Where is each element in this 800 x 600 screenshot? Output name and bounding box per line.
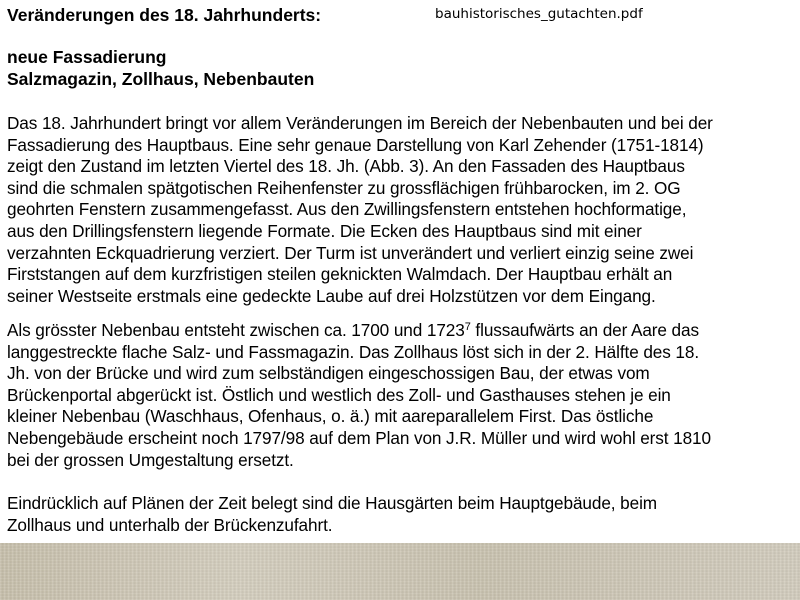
paragraph-line: Brückenportal abgerückt ist. Östlich und westlich des Zoll- und Gasthauses stehen je ein — [7, 384, 671, 405]
subheading-fassadierung: neue Fassadierung — [7, 47, 167, 67]
paragraph-line: geohrten Fenstern zusammengefasst. Aus den Zwillingsfenstern entstehen hochformatige, — [7, 199, 687, 220]
paragraph-line: Das 18. Jahrhundert bringt vor allem Veränderungen im Bereich der Nebenbauten und bei der — [7, 113, 713, 133]
paragraph-line — [7, 320, 797, 342]
paragraph-line: sind die schmalen spätgotischen Reihenfenster zu grossflächigen frühbarocken, im 2. OG — [7, 177, 681, 198]
paragraph-line: seiner Westseite erstmals eine gedeckte Laube auf drei Holzstützen vor dem Eingang. — [7, 285, 656, 306]
paragraph-3 — [7, 493, 797, 536]
paragraph-line: Zollhaus und unterhalb der Brückenzufahrt. — [7, 514, 333, 535]
paragraph-line: bei der grossen Umgestaltung ersetzt. — [7, 449, 294, 470]
paragraph-line: Fassadierung des Hauptbaus. Eine sehr genaue Darstellung von Karl Zehender (1751-1814) — [7, 134, 704, 155]
paragraph-line: zeigt den Zustand im letzten Viertel des 18. Jh. (Abb. 3). An den Fassaden des Hauptbaus — [7, 156, 685, 177]
paragraph-line: Nebengebäude erscheint noch 1797/98 auf dem Plan von J.R. Müller und wird wohl erst 1810 — [7, 427, 711, 448]
paragraph-line: kleiner Nebenbau (Waschhaus, Ofenhaus, o. ä.) mit aareparallelem First. Das östliche — [7, 406, 654, 427]
paragraph-line: langgestreckte flache Salz- und Fassmagazin. Das Zollhaus löst sich in der 2. Hälfte des 18. — [7, 341, 700, 362]
section-title: Veränderungen des 18. Jahrhunderts: — [7, 5, 322, 25]
paragraph-2 — [7, 320, 797, 471]
paragraph-line-text: Als grösster Nebenbau entsteht zwischen ca. 1700 und 1723 — [7, 320, 465, 340]
paper-texture-strip — [0, 543, 800, 600]
footnote-marker: 7 — [464, 321, 471, 333]
paragraph-1 — [7, 113, 797, 307]
paragraph-line: Firststangen auf dem kurzfristigen steilen geknickten Walmdach. Der Hauptbau erhält an — [7, 264, 673, 285]
paragraph-line-text: flussaufwärts an der Aare das — [470, 320, 699, 340]
subheading-nebenbauten: Salzmagazin, Zollhaus, Nebenbauten — [7, 69, 315, 89]
paragraph-line: Eindrücklich auf Plänen der Zeit belegt sind die Hausgärten beim Hauptgebäude, beim — [7, 493, 658, 513]
paragraph-line: aus den Drillingsfenstern liegende Formate. Die Ecken des Hauptbaus sind mit einer — [7, 220, 642, 241]
file-name-label: bauhistorisches_gutachten.pdf — [435, 6, 643, 22]
paragraph-line: verzahnten Eckquadrierung verziert. Der Turm ist unverändert und verliert einzig seine zwei — [7, 242, 694, 263]
paragraph-line: Jh. von der Brücke und wird zum selbständigen eingeschossigen Bau, der etwas vom — [7, 363, 650, 384]
